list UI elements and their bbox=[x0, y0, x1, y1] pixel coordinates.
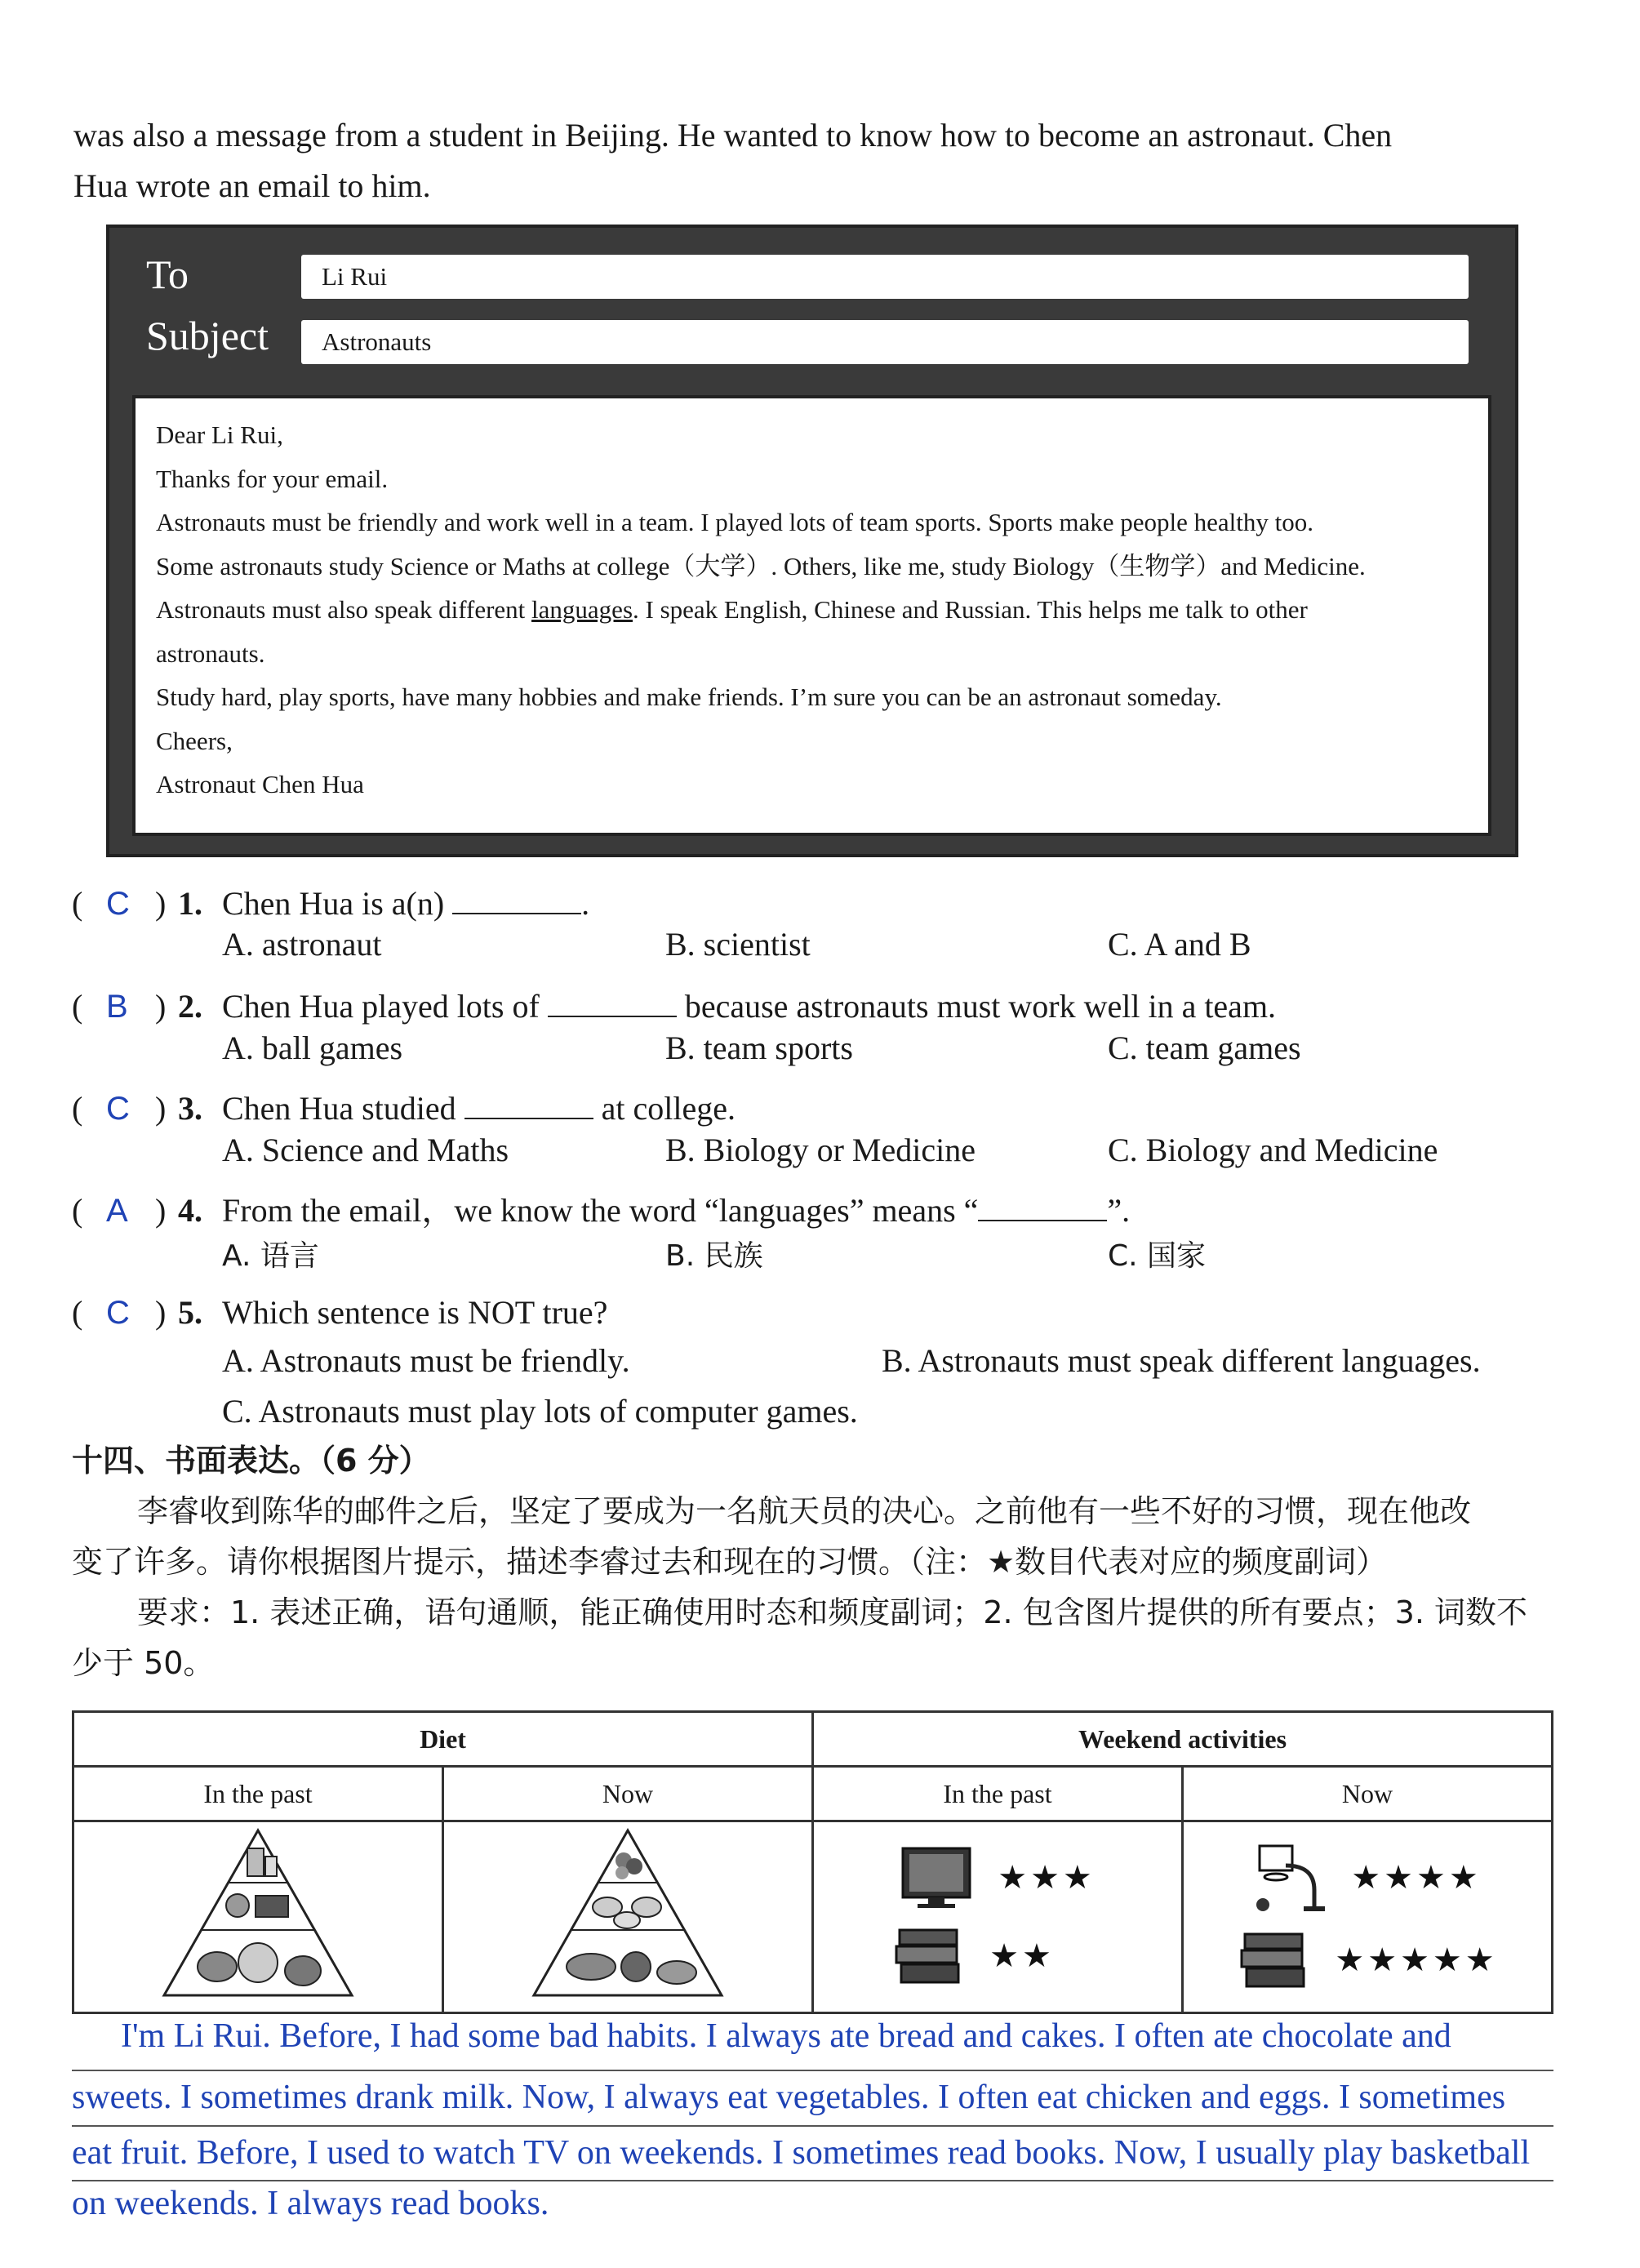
instruction-line: 要求：1. 表述正确，语句通顺，能正确使用时态和频度副词；2. 包含图片提供的所有要点；3. 词数不 bbox=[137, 1594, 1528, 1630]
stem-text: Which sentence is NOT true? bbox=[222, 1294, 608, 1331]
question-2 bbox=[0, 982, 1640, 1031]
instruction-line: 少于 50。 bbox=[72, 1645, 215, 1681]
email-line: astronauts. bbox=[156, 638, 265, 668]
question-3 bbox=[0, 1084, 1640, 1133]
question-number: 4. bbox=[178, 1192, 202, 1229]
answer-line-3: eat fruit. Before, I used to watch TV on weekends. I sometimes read books. Now, I usually play basketball bbox=[72, 2134, 1531, 2172]
email-line: Astronaut Chen Hua bbox=[156, 770, 364, 798]
intro-paragraph bbox=[73, 110, 1559, 211]
stem-text: because astronauts must work well in a team. bbox=[684, 988, 1277, 1025]
food-pyramid-icon bbox=[526, 1824, 730, 2003]
email-line: Thanks for your email. bbox=[156, 464, 389, 493]
section-title-text: 十四、书面表达。（6 分） bbox=[72, 1443, 430, 1479]
habits-table bbox=[72, 1710, 1553, 2014]
books-now-stars: ★★★★★ bbox=[1335, 1941, 1498, 1979]
weekend-header: Weekend activities bbox=[813, 1712, 1553, 1767]
intro-line-2: Hua wrote an email to him. bbox=[73, 167, 431, 204]
question-4 bbox=[0, 1186, 1640, 1235]
stem-text: ”. bbox=[1107, 1192, 1131, 1229]
option: B. Biology or Medicine bbox=[665, 1132, 976, 1168]
answer-letter: B bbox=[106, 989, 128, 1025]
email-line: Dear Li Rui, bbox=[156, 420, 283, 449]
option: C. Biology and Medicine bbox=[1108, 1132, 1438, 1168]
answer-line-2: sweets. I sometimes drank milk. Now, I always eat vegetables. I often eat chicken and eggs. I sometimes bbox=[72, 2079, 1506, 2116]
answer-letter: C bbox=[106, 1091, 130, 1127]
question-5 bbox=[0, 1288, 1640, 1337]
ruled-line bbox=[72, 2180, 1553, 2181]
subject-field: Astronauts bbox=[301, 320, 1469, 364]
email-panel bbox=[106, 225, 1518, 857]
option: B. 民族 bbox=[665, 1239, 763, 1273]
email-line: Some astronauts study Science or Maths at college（大学）. Others, like me, study Biology（生物学）and Medicine. bbox=[156, 551, 1366, 580]
subject-label: Subject bbox=[146, 313, 269, 358]
option: A. Science and Maths bbox=[222, 1132, 509, 1168]
stem-text: From the email，we know the word “languages” means “ bbox=[222, 1192, 979, 1229]
weekend-now-header: Now bbox=[1183, 1767, 1553, 1821]
stem-text: Chen Hua played lots of bbox=[222, 988, 540, 1025]
writing-instructions bbox=[72, 1486, 1558, 1688]
diet-now-header: Now bbox=[443, 1767, 813, 1821]
answer-letter: C bbox=[106, 886, 130, 922]
paren-close: ) bbox=[155, 1090, 167, 1127]
option: A. astronaut bbox=[222, 926, 382, 963]
question-1 bbox=[0, 879, 1640, 928]
email-text: Astronauts must also speak different bbox=[156, 595, 532, 624]
books-past-stars: ★★ bbox=[989, 1937, 1055, 1975]
stem-text: . bbox=[581, 885, 590, 922]
paren-open: ( bbox=[72, 988, 83, 1025]
paren-close: ) bbox=[155, 1294, 167, 1331]
question-number: 1. bbox=[178, 885, 202, 922]
weekend-now-cell bbox=[1183, 1821, 1553, 2013]
option: C. team games bbox=[1108, 1029, 1301, 1066]
books-icon bbox=[891, 1923, 965, 1989]
tv-stars: ★★★ bbox=[998, 1859, 1096, 1897]
option: C. 国家 bbox=[1108, 1239, 1207, 1273]
option: C. Astronauts must play lots of computer games. bbox=[222, 1393, 858, 1430]
question-number: 3. bbox=[178, 1090, 202, 1127]
weekend-past-cell bbox=[813, 1821, 1183, 2013]
section-title bbox=[72, 1435, 430, 1480]
diet-now-pyramid bbox=[443, 1821, 813, 2013]
question-number: 2. bbox=[178, 988, 202, 1025]
instruction-line: 变了许多。请你根据图片提示，描述李睿过去和现在的习惯。（注：★数目代表对应的频度副词） bbox=[72, 1544, 1388, 1580]
to-label: To bbox=[146, 251, 189, 297]
email-line-languages bbox=[156, 588, 1468, 632]
stem-text: at college. bbox=[601, 1090, 736, 1127]
intro-line-1: was also a message from a student in Beijing. He wanted to know how to become an astronaut. Chen bbox=[73, 117, 1393, 153]
instruction-line: 李睿收到陈华的邮件之后，坚定了要成为一名航天员的决心。之前他有一些不好的习惯，现在他改 bbox=[137, 1493, 1472, 1529]
option: B. scientist bbox=[665, 926, 811, 963]
paren-close: ) bbox=[155, 988, 167, 1025]
question-stem bbox=[222, 879, 589, 928]
question-stem bbox=[222, 1084, 736, 1133]
ruled-line bbox=[72, 2125, 1553, 2127]
email-text: . I speak English, Chinese and Russian. This helps me talk to other bbox=[633, 595, 1308, 624]
stem-text: Chen Hua is a(n) bbox=[222, 885, 445, 922]
option: B. team sports bbox=[665, 1029, 853, 1066]
option: B. Astronauts must speak different languages. bbox=[882, 1342, 1481, 1379]
option: A. Astronauts must be friendly. bbox=[222, 1342, 630, 1379]
paren-open: ( bbox=[72, 885, 83, 922]
email-line: Cheers, bbox=[156, 726, 233, 755]
option: A. 语言 bbox=[222, 1239, 319, 1273]
answer-blank bbox=[452, 880, 581, 914]
diet-past-header: In the past bbox=[73, 1767, 443, 1821]
stem-text: Chen Hua studied bbox=[222, 1090, 456, 1127]
email-line: Astronauts must be friendly and work well in a team. I played lots of team sports. Sports make people healthy too. bbox=[156, 508, 1313, 536]
answer-letter: C bbox=[106, 1295, 130, 1331]
answer-letter: A bbox=[106, 1193, 128, 1229]
answer-line-4: on weekends. I always read books. bbox=[72, 2185, 549, 2222]
basketball-hoop-icon bbox=[1253, 1841, 1327, 1914]
paren-close: ) bbox=[155, 1192, 167, 1229]
ruled-line bbox=[72, 2070, 1553, 2071]
paren-close: ) bbox=[155, 885, 167, 922]
email-body bbox=[132, 395, 1491, 836]
weekend-past-header: In the past bbox=[813, 1767, 1183, 1821]
to-field: Li Rui bbox=[301, 255, 1469, 299]
question-stem bbox=[222, 1186, 1130, 1235]
food-pyramid-icon bbox=[156, 1824, 360, 2003]
answer-blank bbox=[978, 1187, 1107, 1221]
underlined-word: languages bbox=[531, 595, 633, 624]
question-stem bbox=[222, 1288, 607, 1337]
books-icon bbox=[1237, 1928, 1310, 1993]
option: C. A and B bbox=[1108, 926, 1251, 963]
email-line: Study hard, play sports, have many hobbies and make friends. I’m sure you can be an astronaut someday. bbox=[156, 683, 1222, 711]
question-number: 5. bbox=[178, 1294, 202, 1331]
tv-icon bbox=[900, 1845, 973, 1910]
answer-blank bbox=[548, 983, 677, 1017]
option: A. ball games bbox=[222, 1029, 403, 1066]
paren-open: ( bbox=[72, 1192, 83, 1229]
answer-blank bbox=[464, 1085, 593, 1119]
paren-open: ( bbox=[72, 1090, 83, 1127]
diet-past-pyramid bbox=[73, 1821, 443, 2013]
basketball-stars: ★★★★ bbox=[1351, 1859, 1482, 1897]
diet-header: Diet bbox=[73, 1712, 813, 1767]
question-stem bbox=[222, 982, 1276, 1031]
paren-open: ( bbox=[72, 1294, 83, 1331]
answer-line-1: I'm Li Rui. Before, I had some bad habits. I always ate bread and cakes. I often ate chocolate and bbox=[121, 2017, 1451, 2055]
